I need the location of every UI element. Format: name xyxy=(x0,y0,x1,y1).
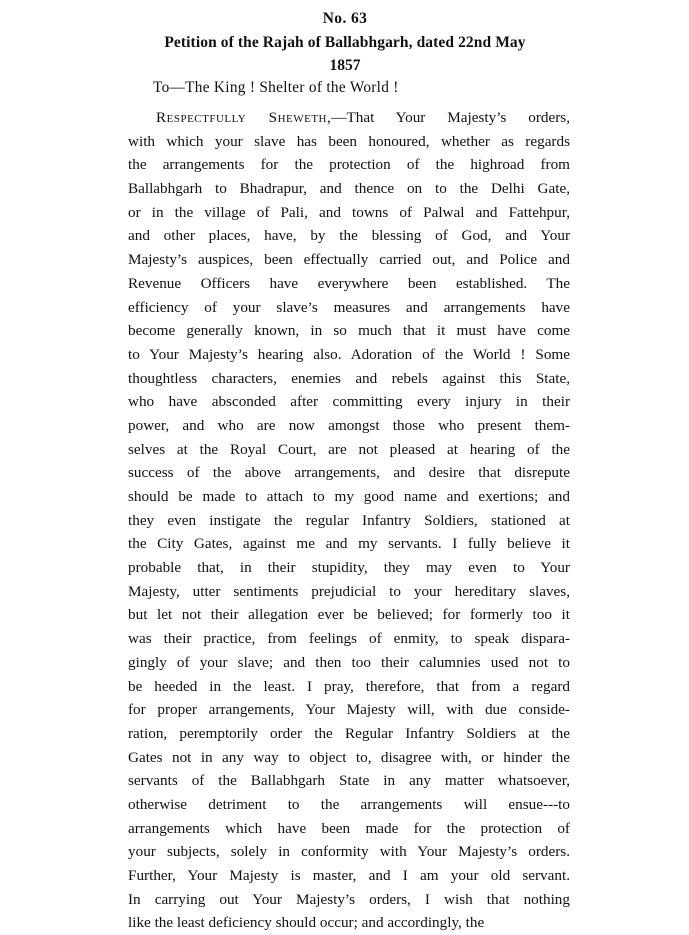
body-line xyxy=(128,461,570,485)
body-line-text: the arrangements for the protection of the highroad from xyxy=(128,156,570,174)
body-line-text: gingly of your slave; and then too their calumnies used not to xyxy=(128,653,570,671)
body-line-text: they even instigate the regular Infantry Soldiers, stationed at xyxy=(128,511,570,529)
body-line xyxy=(128,224,570,248)
body-line xyxy=(128,580,570,604)
body-line-text: your subjects, solely in conformity with Your Majesty’s orders. xyxy=(128,843,570,861)
body-line-text: Further, Your Majesty is master, and I am your old servant. xyxy=(128,867,570,884)
body-line-text: probable that, in their stupidity, they may even to Your xyxy=(128,559,570,577)
body-line-text: to Your Majesty’s hearing also. Adoration of the World ! Some xyxy=(128,345,570,363)
body-line xyxy=(128,675,570,699)
body-line-text: be heeded in the least. I pray, therefore, that from a regard xyxy=(128,677,570,695)
body-line-text: In carrying out Your Majesty’s orders, I wish that nothing xyxy=(128,890,570,908)
body-line-text: for proper arrangements, Your Majesty will, with due conside- xyxy=(128,701,570,719)
body-line-text: Majesty’s auspices, been effectually carried out, and Police and xyxy=(128,251,570,269)
body-line xyxy=(128,888,570,912)
salutation-line: To—The King ! Shelter of the World ! xyxy=(153,79,399,96)
body-line-text: ration, peremptorily order the Regular Infantry Soldiers at the xyxy=(128,724,570,742)
body-line-text: and other places, have, by the blessing of God, and Your xyxy=(128,227,570,245)
body-line xyxy=(128,698,570,722)
body-line-text: arrangements which have been made for the protection of xyxy=(128,819,570,837)
body-line xyxy=(128,319,570,343)
body-line-text: should be made to attach to my good name and exertions; and xyxy=(128,488,570,505)
body-line xyxy=(128,201,570,225)
body-line xyxy=(128,840,570,864)
body-line xyxy=(128,367,570,391)
body-paragraph xyxy=(128,106,570,935)
body-line-text: otherwise detriment to the arrangements will ensue---to xyxy=(128,795,570,813)
document-title-line-1: Petition of the Rajah of Ballabhgarh, dated 22nd May xyxy=(164,34,526,51)
body-line xyxy=(128,390,570,414)
body-line-text: Revenue Officers have everywhere been established. The xyxy=(128,274,570,292)
body-line xyxy=(128,272,570,296)
body-line xyxy=(128,248,570,272)
document-title-line-2: 1857 xyxy=(329,57,361,74)
body-line xyxy=(128,532,570,556)
body-line xyxy=(128,438,570,462)
body-line xyxy=(128,414,570,438)
body-line-text: Ballabhgarh to Bhadrapur, and thence on to the Delhi Gate, xyxy=(128,180,570,198)
body-line xyxy=(128,153,570,177)
body-line xyxy=(128,296,570,320)
body-line xyxy=(128,722,570,746)
body-line-text: selves at the Royal Court, are not pleased at hearing of the xyxy=(128,440,570,458)
body-line xyxy=(128,769,570,793)
body-line-text: or in the village of Pali, and towns of Palwal and Fattehpur, xyxy=(128,203,570,221)
body-line xyxy=(128,817,570,841)
body-line xyxy=(128,485,570,509)
body-line-text: success of the above arrangements, and desire that disrepute xyxy=(128,464,570,482)
body-line xyxy=(128,130,570,154)
body-line xyxy=(128,911,570,935)
body-line-text: was their practice, from feelings of enmity, to speak dispara- xyxy=(128,630,570,648)
document-number: No. 63 xyxy=(322,10,368,27)
body-line-text: like the least deficiency should occur; and accordingly, the xyxy=(128,914,485,932)
body-line xyxy=(128,746,570,770)
body-line xyxy=(128,509,570,533)
body-line xyxy=(128,627,570,651)
body-line xyxy=(128,177,570,201)
body-line xyxy=(128,343,570,367)
body-line-text: become generally known, in so much that it must have come xyxy=(128,322,570,340)
body-line-text: Gates not in any way to object to, disagree with, or hinder the xyxy=(128,748,570,766)
body-line-text: —That Your Majesty’s orders, xyxy=(331,109,570,126)
body-line-text: with which your slave has been honoured, whether as regards xyxy=(128,132,570,150)
body-line xyxy=(128,793,570,817)
body-line-text: who have absconded after committing every injury in their xyxy=(128,393,570,411)
body-line-text: efficiency of your slave’s measures and arrangements have xyxy=(128,298,570,316)
document-heading xyxy=(120,8,570,77)
body-line-text: thoughtless characters, enemies and rebels against this State, xyxy=(128,369,570,387)
body-line-text: Majesty, utter sentiments prejudicial to your hereditary slaves, xyxy=(128,582,570,600)
body-line-list xyxy=(128,130,570,935)
body-line xyxy=(128,864,570,888)
body-line xyxy=(128,603,570,627)
body-line-text: the City Gates, against me and my servants. I fully believe it xyxy=(128,535,570,553)
body-line-text: but let not their allegation ever be believed; for formerly too it xyxy=(128,606,570,624)
body-line xyxy=(128,106,570,130)
body-line xyxy=(128,556,570,580)
body-line xyxy=(128,651,570,675)
body-line-text: power, and who are now amongst those who present them- xyxy=(128,416,570,434)
opening-smallcaps: Respectfully Sheweth, xyxy=(156,109,332,126)
body-line-text: servants of the Ballabhgarh State in any matter whatsoever, xyxy=(128,772,570,790)
